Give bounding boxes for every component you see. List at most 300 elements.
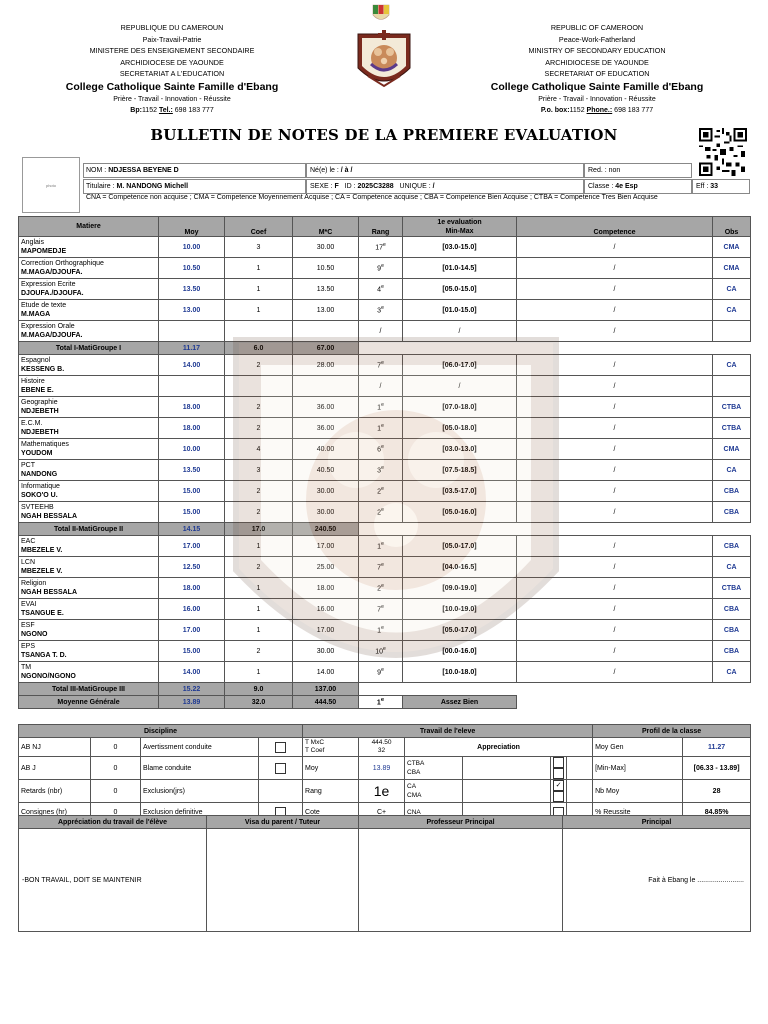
mc-cell: 30.00 xyxy=(293,502,359,523)
rank-cell xyxy=(359,620,403,641)
minmax-cell: [05.0-15.0] xyxy=(403,279,517,300)
moy-cell: 16.00 xyxy=(159,599,225,620)
ca-label: CA xyxy=(407,783,417,790)
rank-number: 1 xyxy=(377,543,382,551)
moy-cell: 15.00 xyxy=(159,481,225,502)
moy-cell: 10.00 xyxy=(159,439,225,460)
obs-cell: CBA xyxy=(713,641,751,662)
obs-cell: CTBA xyxy=(713,418,751,439)
cma-label: CMA xyxy=(407,792,422,799)
rank-number: 3 xyxy=(377,467,382,475)
teacher-name: MBEZELE V. xyxy=(21,547,63,554)
teacher-name: NGAH BESSALA xyxy=(21,513,78,520)
mc-cell: 17.00 xyxy=(293,620,359,641)
subject-name: Informatique xyxy=(21,483,60,490)
coef-cell: 2 xyxy=(225,355,293,376)
teacher-name: MBEZELE V. xyxy=(21,568,63,575)
phone-label: Phone.: xyxy=(586,107,613,114)
nbmoy-label: Nb Moy xyxy=(593,780,683,803)
rank-cell xyxy=(359,237,403,258)
coef-cell: 2 xyxy=(225,481,293,502)
competence-cell: / xyxy=(517,481,713,502)
contact-right xyxy=(472,105,722,117)
mc-cell: 14.00 xyxy=(293,662,359,683)
total-coef: 17.0 xyxy=(225,523,293,536)
competence-cell: / xyxy=(517,321,713,342)
ca-checkbox-checked[interactable]: ✓ xyxy=(553,780,564,791)
minmax-cell: / xyxy=(403,376,517,397)
obs-cell: CA xyxy=(713,662,751,683)
competence-cell: / xyxy=(517,641,713,662)
total-mc: 67.00 xyxy=(293,342,359,355)
rank-cell xyxy=(359,300,403,321)
coef-cell xyxy=(225,321,293,342)
avert-checkbox[interactable] xyxy=(275,742,286,753)
general-average-row xyxy=(19,696,751,709)
total-moy: 11.17 xyxy=(159,342,225,355)
rank-cell: / xyxy=(359,376,403,397)
teacher-name: NGAH BESSALA xyxy=(21,589,78,596)
subject-name: Geographie xyxy=(21,399,58,406)
total-mc: 444.50 xyxy=(293,696,359,709)
minmax-cell: [05.0-17.0] xyxy=(403,620,517,641)
abj-value: 0 xyxy=(91,757,141,780)
subject-cell xyxy=(19,376,159,397)
eff-field xyxy=(696,183,718,190)
mc-cell: 36.00 xyxy=(293,397,359,418)
subject-name: Correction Orthographique xyxy=(21,260,104,267)
motto-fr: Paix-Travail-Patrie xyxy=(142,34,202,44)
rank-cell xyxy=(359,279,403,300)
coef-cell: 2 xyxy=(225,418,293,439)
group-total-row xyxy=(19,342,751,355)
subject-row xyxy=(19,460,751,481)
subject-cell xyxy=(19,460,159,481)
country-en: REPUBLIC OF CAMEROON xyxy=(550,23,644,32)
appr-col-visa: Visa du parent / Tuteur xyxy=(207,816,359,829)
mc-cell: 16.00 xyxy=(293,599,359,620)
subject-cell xyxy=(19,641,159,662)
rank-number: 9 xyxy=(377,265,382,273)
general-rank xyxy=(359,696,403,709)
school-name-right: College Catholique Sainte Famille d'Ebang xyxy=(490,80,704,93)
subject-row xyxy=(19,578,751,599)
rank-suffix: e xyxy=(381,465,384,472)
rank-suffix: e xyxy=(381,507,384,514)
archdiocese-en: ARCHIDIOCESE DE YAOUNDE xyxy=(545,57,649,67)
competence-cell: / xyxy=(517,439,713,460)
teacher-name: M.MAGA xyxy=(21,311,51,318)
mc-cell: 40.50 xyxy=(293,460,359,481)
blame-checkbox[interactable] xyxy=(275,763,286,774)
grades-body xyxy=(19,237,751,709)
unique-label: UNIQUE : xyxy=(399,183,431,190)
ca-cma-spacer xyxy=(463,780,551,803)
teacher-name: NDJEBETH xyxy=(21,429,59,436)
mc-cell: 30.00 xyxy=(293,237,359,258)
mc-cell xyxy=(293,376,359,397)
rank-number: 7 xyxy=(377,564,382,572)
subject-cell xyxy=(19,502,159,523)
rank-number: 7 xyxy=(377,362,382,370)
ca-cma-labels xyxy=(405,780,463,803)
rank-number: 2 xyxy=(377,509,382,517)
subject-cell xyxy=(19,578,159,599)
abj-label: AB J xyxy=(19,757,91,780)
moy-cell: 10.50 xyxy=(159,258,225,279)
id-value: 2025C3288 xyxy=(357,183,394,190)
teacher-name: NANDONG xyxy=(21,471,58,478)
obs-cell: CA xyxy=(713,557,751,578)
obs-cell: CBA xyxy=(713,481,751,502)
tcoef-value: 32 xyxy=(377,747,386,754)
teacher-name: TSANGUE E. xyxy=(21,610,64,617)
subject-name: Etude de texte xyxy=(21,302,67,309)
coef-cell: 2 xyxy=(225,397,293,418)
eff-value: 33 xyxy=(710,183,719,190)
rank-number: 1 xyxy=(377,404,382,412)
obs-cell: CBA xyxy=(713,620,751,641)
appr-col-travail: Appréciation du travail de l'élève xyxy=(19,816,207,829)
moy-cell: 13.00 xyxy=(159,300,225,321)
subject-cell xyxy=(19,557,159,578)
avert-checkbox-cell xyxy=(259,738,303,757)
nom-value: NDJESSA BEYENE D xyxy=(108,167,179,174)
excl-label: Exclusion(jrs) xyxy=(141,780,259,803)
minmax-cell: [06.0-17.0] xyxy=(403,355,517,376)
obs-cell: CMA xyxy=(713,439,751,460)
rank-suffix: e xyxy=(381,667,384,674)
phone-value: 698 183 777 xyxy=(614,107,654,114)
mc-cell: 13.50 xyxy=(293,279,359,300)
moy-value: 13.89 xyxy=(359,757,405,780)
rank-number: 9 xyxy=(377,669,382,677)
subject-cell xyxy=(19,258,159,279)
titulaire-value: M. NANDONG Michell xyxy=(116,183,189,190)
fait-a-ebang: Fait à Ebang le ........................ xyxy=(563,829,751,932)
teacher-name: NGONO xyxy=(21,631,48,638)
moy-cell: 18.00 xyxy=(159,397,225,418)
mc-cell: 17.00 xyxy=(293,536,359,557)
ca-cma-pad xyxy=(567,780,593,803)
minmax-label: [Min-Max] xyxy=(593,757,683,780)
col-eval xyxy=(403,217,517,237)
travail-header: Travail de l'eleve xyxy=(303,725,593,738)
ctba-checkbox[interactable] xyxy=(553,757,564,768)
subject-name: Expression Ecrite xyxy=(21,281,76,288)
rang-label: Rang xyxy=(303,780,359,803)
tcoef-label: T Coef xyxy=(305,747,325,754)
obs-cell xyxy=(713,376,751,397)
coef-cell: 2 xyxy=(225,641,293,662)
rang-value: 1e xyxy=(359,780,405,803)
rank-number: 10 xyxy=(375,648,383,656)
subject-cell xyxy=(19,397,159,418)
rank-suffix: e xyxy=(383,646,386,653)
pobox-value: 1152 xyxy=(569,107,585,114)
obs-cell: CTBA xyxy=(713,578,751,599)
moy-cell: 17.00 xyxy=(159,620,225,641)
subject-cell xyxy=(19,279,159,300)
summary-table xyxy=(18,724,751,822)
discipline-header: Discipline xyxy=(19,725,303,738)
general-rank-number: 1 xyxy=(376,699,381,707)
nbmoy-value: 28 xyxy=(683,780,751,803)
moy-cell xyxy=(159,376,225,397)
subject-name: SVTEEHB xyxy=(21,504,54,511)
rank-cell xyxy=(359,460,403,481)
sexe-label: SEXE : xyxy=(310,183,333,190)
subject-row xyxy=(19,502,751,523)
subject-cell xyxy=(19,481,159,502)
ctba-cba-checkboxes xyxy=(551,757,567,780)
coef-cell: 1 xyxy=(225,578,293,599)
subject-row xyxy=(19,557,751,578)
subject-row xyxy=(19,481,751,502)
classe-label: Classe : xyxy=(588,183,614,190)
competence-cell: / xyxy=(517,355,713,376)
secretariat-en: SECRETARIAT OF EDUCATION xyxy=(544,69,650,78)
mc-cell: 28.00 xyxy=(293,355,359,376)
obs-cell: CBA xyxy=(713,502,751,523)
competence-cell: / xyxy=(517,237,713,258)
rank-number: 1 xyxy=(377,627,382,635)
visa-parent-cell[interactable] xyxy=(207,829,359,932)
subject-row xyxy=(19,662,751,683)
rank-suffix: e xyxy=(381,541,384,548)
rank-suffix: e xyxy=(381,402,384,409)
col-competence: Competence xyxy=(517,217,713,237)
total-coef: 9.0 xyxy=(225,683,293,696)
competence-cell: / xyxy=(517,599,713,620)
total-moy: 15.22 xyxy=(159,683,225,696)
competence-cell: / xyxy=(517,418,713,439)
red-field xyxy=(588,167,620,174)
moygen-value: 11.27 xyxy=(683,738,751,757)
rank-number: 2 xyxy=(377,585,382,593)
minmax-cell: [05.0-16.0] xyxy=(403,502,517,523)
moy-label: Moy xyxy=(303,757,359,780)
col-coef: Coef xyxy=(225,217,293,237)
abnj-value: 0 xyxy=(91,738,141,757)
classe-field xyxy=(588,183,638,190)
subject-row xyxy=(19,321,751,342)
school-motto-left: Prière - Travail - Innovation - Réussite xyxy=(113,95,231,103)
rank-number: 2 xyxy=(377,488,382,496)
coef-cell: 1 xyxy=(225,662,293,683)
subject-cell xyxy=(19,599,159,620)
mc-cell: 40.00 xyxy=(293,439,359,460)
blank-cell xyxy=(359,523,751,536)
appr-col-prof: Professeur Principal xyxy=(359,816,563,829)
subject-row xyxy=(19,536,751,557)
school-name-left: College Catholique Sainte Famille d'Ebang xyxy=(65,80,279,93)
subject-cell xyxy=(19,620,159,641)
teacher-name: NGONO/NGONO xyxy=(21,673,76,680)
unique-value: / xyxy=(432,183,435,190)
minmax-value: [06.33 - 13.89] xyxy=(683,757,751,780)
tmxc-tcoef-values xyxy=(359,738,405,757)
moy-cell: 14.00 xyxy=(159,662,225,683)
col-obs: Obs xyxy=(713,217,751,237)
coef-cell: 4 xyxy=(225,439,293,460)
rank-cell xyxy=(359,662,403,683)
cna-label: CNA xyxy=(405,803,463,822)
total-label: Total II-MatiGroupe II xyxy=(19,523,159,536)
rank-suffix: e xyxy=(381,305,384,312)
coef-cell: 1 xyxy=(225,620,293,641)
secretariat-fr: SECRETARIAT A L'EDUCATION xyxy=(119,69,225,78)
group-total-row xyxy=(19,523,751,536)
blame-checkbox-cell xyxy=(259,757,303,780)
appreciation-label: Appreciation xyxy=(405,738,593,757)
contact-left xyxy=(47,105,297,117)
excl-value-cell xyxy=(259,780,303,803)
school-motto-right: Prière - Travail - Innovation - Réussite xyxy=(538,95,656,103)
total-label: Total I-MatiGroupe I xyxy=(19,342,159,355)
minmax-cell: [04.0-16.5] xyxy=(403,557,517,578)
grades-table xyxy=(18,216,751,709)
teacher-name: EBENE E. xyxy=(21,387,54,394)
competence-legend: CNA = Competence non acquise ; CMA = Competence Moyennement Acquise ; CA = Competence acquise ; CBA = Competence Bien Acquise ; CTBA = Competence Tres Bien Acquise xyxy=(86,194,658,201)
coef-cell: 1 xyxy=(225,300,293,321)
subject-name: LCN xyxy=(21,559,36,566)
prof-principal-cell[interactable] xyxy=(359,829,563,932)
rank-number: 6 xyxy=(377,446,382,454)
subject-row xyxy=(19,279,751,300)
rank-suffix: e xyxy=(381,625,384,632)
tel-value: 698 183 777 xyxy=(174,107,214,114)
subject-name: Expression Orale xyxy=(21,323,75,330)
rank-suffix: e xyxy=(381,562,384,569)
mc-cell: 36.00 xyxy=(293,418,359,439)
moy-cell: 18.00 xyxy=(159,418,225,439)
nom-label: NOM : xyxy=(86,167,107,174)
col-matiere: Matiere xyxy=(19,217,159,237)
subject-name: Espagnol xyxy=(21,357,51,364)
cma-checkbox[interactable] xyxy=(553,791,564,802)
rank-cell xyxy=(359,557,403,578)
rank-cell xyxy=(359,599,403,620)
obs-cell: CBA xyxy=(713,599,751,620)
ca-cma-checkboxes xyxy=(551,780,567,803)
teacher-name: MAPOMEDJE xyxy=(21,248,67,255)
titulaire-field xyxy=(86,183,188,190)
minmax-cell: [01.0-15.0] xyxy=(403,300,517,321)
consignes-label: Consignes (hr) xyxy=(19,803,91,822)
bp-value: 1152 xyxy=(141,107,157,114)
nele-label: Né(e) le : xyxy=(310,167,339,174)
rank-cell xyxy=(359,258,403,279)
classe-value: 4e Esp xyxy=(615,183,638,190)
rank-cell xyxy=(359,536,403,557)
subject-row xyxy=(19,300,751,321)
subject-row xyxy=(19,599,751,620)
col-eval-title: 1e evaluation xyxy=(437,218,482,226)
subject-row xyxy=(19,376,751,397)
subject-name: EAC xyxy=(21,538,36,545)
tmxc-tcoef-labels xyxy=(303,738,359,757)
subject-cell xyxy=(19,418,159,439)
moy-cell: 13.50 xyxy=(159,460,225,481)
coef-cell xyxy=(225,376,293,397)
ministry-en: MINISTRY OF SECONDARY EDUCATION xyxy=(528,46,666,55)
blank-cell xyxy=(517,696,751,709)
school-logo-icon xyxy=(344,28,424,94)
red-value: non xyxy=(608,167,621,174)
rank-cell xyxy=(359,418,403,439)
minmax-cell: [03.0-13.0] xyxy=(403,439,517,460)
id-label: ID : xyxy=(344,183,356,190)
summary-section xyxy=(18,724,750,822)
teacher-name: YOUDOM xyxy=(21,450,53,457)
ministry-fr: MINISTERE DES ENSEIGNEMENT SECONDAIRE xyxy=(89,46,255,55)
subject-name: Histoire xyxy=(21,378,45,385)
competence-cell: / xyxy=(517,536,713,557)
minmax-cell: [05.0-18.0] xyxy=(403,418,517,439)
teacher-name: SOKO'O U. xyxy=(21,492,58,499)
subject-cell xyxy=(19,536,159,557)
competence-cell: / xyxy=(517,397,713,418)
rank-cell: / xyxy=(359,321,403,342)
country-fr: REPUBLIQUE DU CAMEROUN xyxy=(120,23,224,32)
rank-suffix: e xyxy=(381,423,384,430)
tmxc-label: T MxC xyxy=(305,739,325,746)
abnj-label: AB NJ xyxy=(19,738,91,757)
subject-cell xyxy=(19,439,159,460)
minmax-cell: / xyxy=(403,321,517,342)
retards-value: 0 xyxy=(91,780,141,803)
header-left xyxy=(47,22,297,117)
subject-name: Mathematiques xyxy=(21,441,69,448)
obs-cell xyxy=(713,321,751,342)
page-title: BULLETIN DE NOTES DE LA PREMIERE EVALUATION xyxy=(150,126,618,144)
cba-checkbox[interactable] xyxy=(553,768,564,779)
tel-label: Tel.: xyxy=(158,107,173,114)
tmxc-value: 444.50 xyxy=(371,739,392,746)
rank-suffix: e xyxy=(381,360,384,367)
subject-cell xyxy=(19,355,159,376)
cote-value: C+ xyxy=(359,803,405,822)
sexe-id-field xyxy=(310,183,435,190)
subject-name: Religion xyxy=(21,580,47,587)
mc-cell: 18.00 xyxy=(293,578,359,599)
coef-cell: 1 xyxy=(225,536,293,557)
titulaire-label: Titulaire : xyxy=(86,183,115,190)
rank-cell xyxy=(359,439,403,460)
coef-cell: 2 xyxy=(225,557,293,578)
teacher-name: NDJEBETH xyxy=(21,408,59,415)
blank-cell xyxy=(359,342,751,355)
retards-label: Retards (nbr) xyxy=(19,780,91,803)
competence-cell: / xyxy=(517,620,713,641)
moy-cell: 14.00 xyxy=(159,355,225,376)
coef-cell: 1 xyxy=(225,279,293,300)
obs-cell: CMA xyxy=(713,258,751,279)
col-moy: Moy xyxy=(159,217,225,237)
teacher-name: M.MAGA/DJOUFA. xyxy=(21,269,83,276)
profil-header: Profil de la classe xyxy=(593,725,751,738)
competence-cell: / xyxy=(517,460,713,481)
teacher-name: DJOUFA./DJOUFA. xyxy=(21,290,84,297)
moy-cell: 10.00 xyxy=(159,237,225,258)
obs-cell: CA xyxy=(713,460,751,481)
reussite-label: % Reussite xyxy=(593,803,683,822)
subject-row xyxy=(19,620,751,641)
rank-suffix: e xyxy=(381,284,384,291)
moygen-label: Moy Gen xyxy=(593,738,683,757)
avert-label: Avertissment conduite xyxy=(141,738,259,757)
